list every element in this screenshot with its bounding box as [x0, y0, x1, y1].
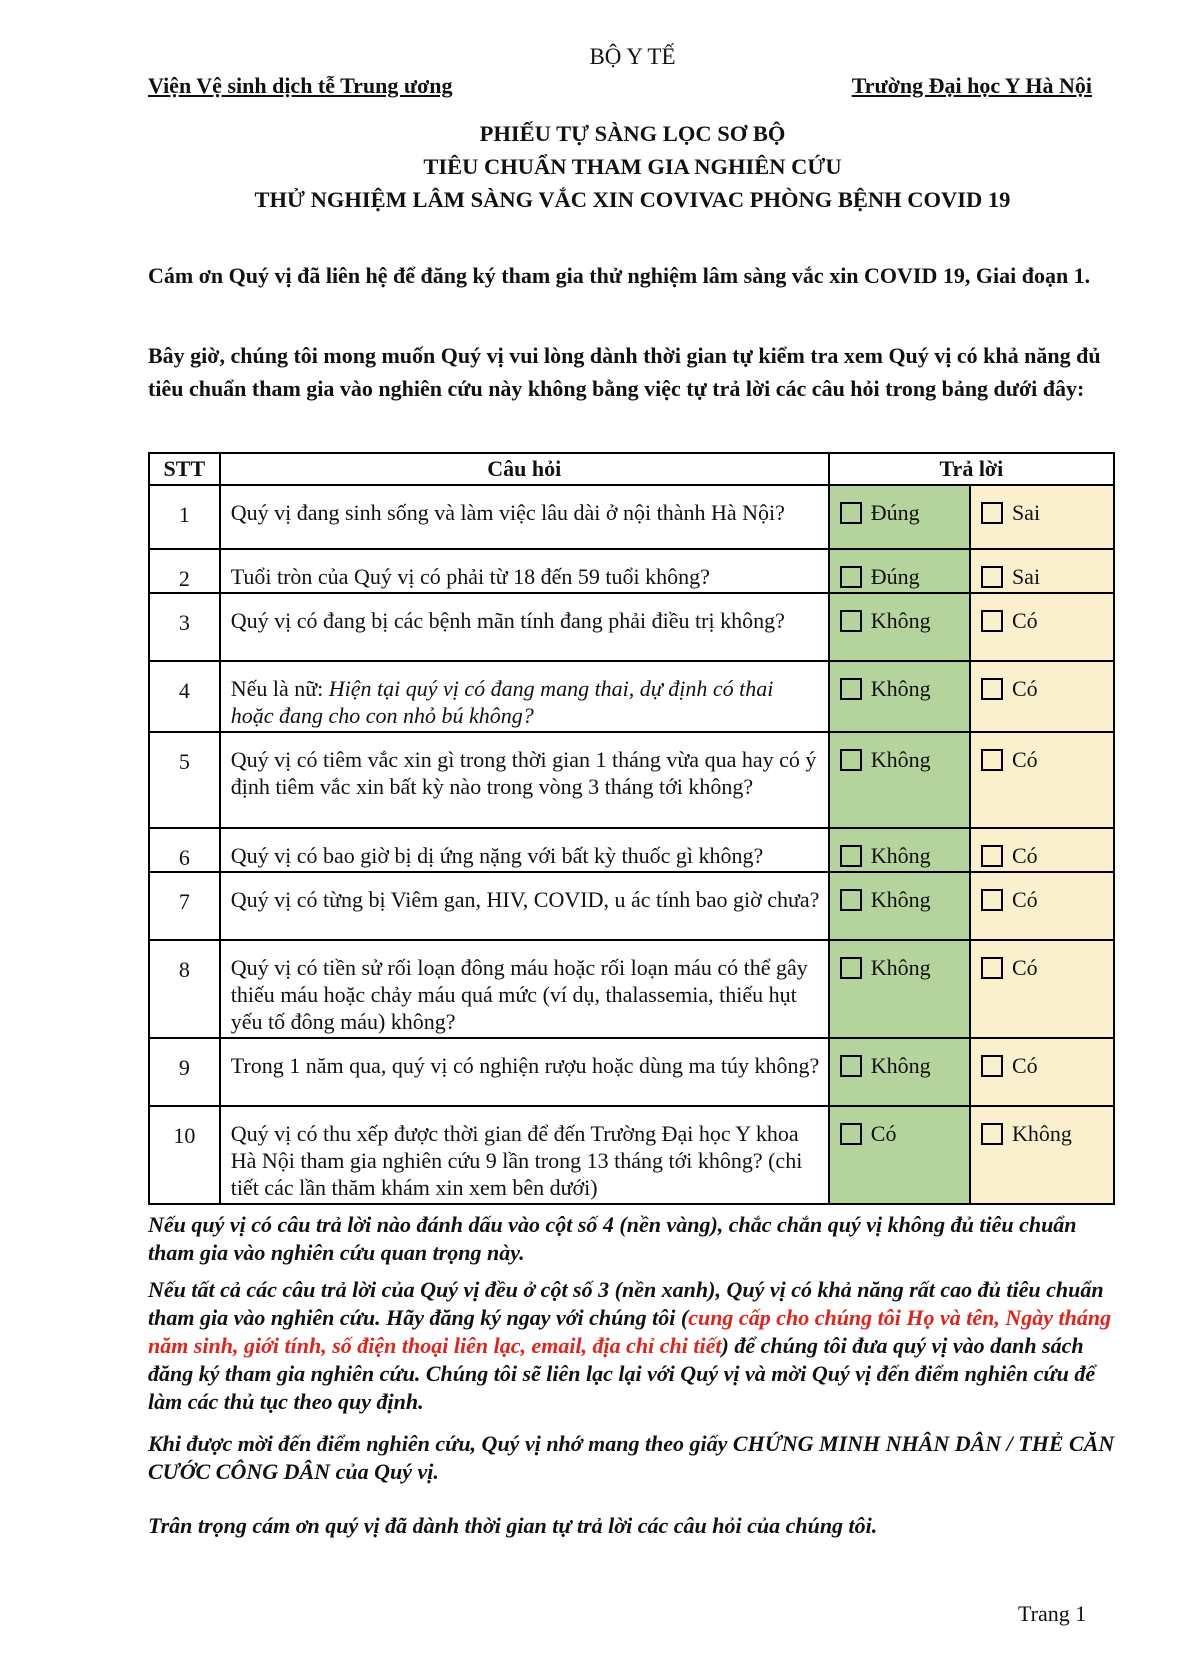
note-text: Nếu tất cả các câu trả lời của Quý vị đều ở cột số 3 (nền xanh), Quý vị có khả năng rất cao đủ tiêu chuẩn tham gia vào nghiên cứu. Hãy đăng ký ngay với chúng tôi ( — [148, 1277, 1104, 1330]
form-titles — [0, 117, 1200, 216]
row-question: Trong 1 năm qua, quý vị có nghiện rượu hoặc dùng ma túy không? — [220, 1038, 829, 1106]
option-label: Có — [1011, 747, 1038, 772]
row-number: 10 — [149, 1106, 220, 1204]
option-label: Có — [1011, 887, 1038, 912]
option-label: Không — [870, 608, 931, 633]
row-question: Quý vị có bao giờ bị dị ứng nặng với bất kỳ thuốc gì không? — [220, 828, 829, 872]
row-question: Quý vị có từng bị Viêm gan, HIV, COVID, u ác tính bao giờ chưa? — [220, 872, 829, 940]
answer-option-yellow[interactable] — [971, 486, 1113, 526]
screening-table — [148, 452, 1115, 1205]
option-label: Không — [870, 1053, 931, 1078]
row-number: 5 — [149, 732, 220, 828]
ministry-heading: BỘ Y TẾ — [589, 44, 676, 69]
table-row — [149, 828, 1114, 872]
option-label: Có — [1011, 955, 1038, 980]
row-number: 9 — [149, 1038, 220, 1106]
answer-option-green[interactable] — [830, 662, 969, 702]
checkbox-icon[interactable] — [840, 678, 862, 700]
checkbox-icon[interactable] — [840, 1123, 862, 1145]
checkbox-icon[interactable] — [840, 502, 862, 524]
title-line-2: TIÊU CHUẨN THAM GIA NGHIÊN CỨU — [423, 154, 842, 179]
table-row — [149, 661, 1114, 732]
option-label: Không — [870, 887, 931, 912]
note-text: ) để chúng tôi đưa quý vị vào danh sách đăng ký tham gia nghiên cứu. Chúng tôi sẽ liên lạc lại với Quý vị và mời Quý vị đến điểm nghiên cứu để làm các thủ tục theo quy định. — [148, 1333, 1096, 1414]
checkbox-icon[interactable] — [840, 610, 862, 632]
answer-option-yellow[interactable] — [971, 594, 1113, 634]
checkbox-icon[interactable] — [840, 566, 862, 588]
option-label: Có — [1011, 676, 1038, 701]
option-label: Đúng — [870, 500, 920, 525]
option-label: Có — [1011, 1053, 1038, 1078]
checkbox-icon[interactable] — [981, 678, 1003, 700]
intro-paragraph-1: Cám ơn Quý vị đã liên hệ để đăng ký tham gia thử nghiệm lâm sàng vắc xin COVID 19, Giai đoạn 1. — [148, 263, 1091, 288]
option-label: Sai — [1011, 564, 1041, 589]
note-thanks: Trân trọng cám ơn quý vị đã dành thời gian tự trả lời các câu hỏi của chúng tôi. — [148, 1513, 878, 1538]
answer-option-yellow[interactable] — [971, 1039, 1113, 1079]
option-label: Đúng — [870, 564, 920, 589]
row-number: 1 — [149, 485, 220, 549]
row-number: 7 — [149, 872, 220, 940]
row-number: 3 — [149, 593, 220, 661]
option-label: Không — [1011, 1121, 1072, 1146]
note-yellow-column: Nếu quý vị có câu trả lời nào đánh dấu vào cột số 4 (nền vàng), chắc chắn quý vị không đủ tiêu chuẩn tham gia vào nghiên cứu quan trọng này. — [148, 1212, 1077, 1265]
answer-option-green[interactable] — [830, 1039, 969, 1079]
row-number: 4 — [149, 661, 220, 732]
checkbox-icon[interactable] — [981, 502, 1003, 524]
table-row — [149, 1106, 1114, 1204]
answer-option-yellow[interactable] — [971, 941, 1113, 981]
checkbox-icon[interactable] — [981, 845, 1003, 867]
checkbox-icon[interactable] — [840, 1055, 862, 1077]
checkbox-icon[interactable] — [840, 845, 862, 867]
answer-option-yellow[interactable] — [971, 733, 1113, 773]
answer-option-green[interactable] — [830, 733, 969, 773]
question-prefix: Nếu là nữ: — [230, 676, 329, 701]
row-question: Quý vị có tiêm vắc xin gì trong thời gian 1 tháng vừa qua hay có ý định tiêm vắc xin bất kỳ nào trong vòng 3 tháng tới không? — [220, 732, 829, 828]
row-number: 8 — [149, 940, 220, 1038]
table-row — [149, 549, 1114, 593]
header-answer: Trả lời — [829, 453, 1114, 485]
question-italic: Hiện tại quý vị có đang mang thai, dự định có thai hoặc đang cho con nhỏ bú không? — [230, 676, 774, 728]
option-label: Có — [1011, 608, 1038, 633]
answer-option-green[interactable] — [830, 1107, 969, 1147]
checkbox-icon[interactable] — [981, 749, 1003, 771]
intro-paragraph-2: Bây giờ, chúng tôi mong muốn Quý vị vui lòng dành thời gian tự kiểm tra xem Quý vị có khả năng đủ tiêu chuẩn tham gia vào nghiên cứu này không bằng việc tự trả lời các câu hỏi trong bảng dưới đây: — [148, 343, 1101, 401]
option-label: Không — [870, 843, 931, 868]
note-required-info: cung cấp cho chúng tôi Họ và tên, Ngày tháng năm sinh, giới tính, số điện thoại liên lạc, email, địa chỉ chi tiết — [148, 1305, 1112, 1358]
row-question: Quý vị có tiền sử rối loạn đông máu hoặc rối loạn máu có thể gây thiếu máu hoặc chảy máu quá mức (ví dụ, thalassemia, thiếu hụt yếu tố đông máu) không? — [220, 940, 829, 1038]
checkbox-icon[interactable] — [840, 749, 862, 771]
answer-option-green[interactable] — [830, 594, 969, 634]
title-line-1: PHIẾU TỰ SÀNG LỌC SƠ BỘ — [479, 121, 786, 146]
answer-option-yellow[interactable] — [971, 662, 1113, 702]
option-label: Không — [870, 747, 931, 772]
checkbox-icon[interactable] — [981, 957, 1003, 979]
table-row — [149, 485, 1114, 549]
answer-option-yellow[interactable] — [971, 550, 1113, 590]
row-number: 2 — [149, 549, 220, 593]
checkbox-icon[interactable] — [981, 566, 1003, 588]
answer-option-yellow[interactable] — [971, 873, 1113, 913]
answer-option-green[interactable] — [830, 829, 969, 869]
checkbox-icon[interactable] — [981, 1055, 1003, 1077]
answer-option-yellow[interactable] — [971, 829, 1113, 869]
row-question: Quý vị có thu xếp được thời gian để đến Trường Đại học Y khoa Hà Nội tham gia nghiên cứu 9 lần trong 13 tháng tới không? (chi tiết các lần thăm khám xin xem bên dưới) — [220, 1106, 829, 1204]
answer-option-green[interactable] — [830, 486, 969, 526]
note-id-document: Khi được mời đến điểm nghiên cứu, Quý vị nhớ mang theo giấy CHỨNG MINH NHÂN DÂN / THẺ CĂN CƯỚC CÔNG DÂN của Quý vị. — [148, 1431, 1115, 1484]
page-number: Trang 1 — [1018, 1601, 1087, 1626]
table-row — [149, 1038, 1114, 1106]
table-header-row — [149, 453, 1114, 485]
row-question: Tuổi tròn của Quý vị có phải từ 18 đến 59 tuổi không? — [220, 549, 829, 593]
answer-option-green[interactable] — [830, 873, 969, 913]
checkbox-icon[interactable] — [840, 957, 862, 979]
row-question: Quý vị đang sinh sống và làm việc lâu dài ở nội thành Hà Nội? — [220, 485, 829, 549]
option-label: Không — [870, 676, 931, 701]
org-right: Trường Đại học Y Hà Nội — [851, 73, 1092, 98]
checkbox-icon[interactable] — [981, 610, 1003, 632]
option-label: Có — [1011, 843, 1038, 868]
table-row — [149, 872, 1114, 940]
checkbox-icon[interactable] — [981, 1123, 1003, 1145]
checkbox-icon[interactable] — [981, 889, 1003, 911]
table-row — [149, 940, 1114, 1038]
header-question: Câu hỏi — [220, 453, 829, 485]
answer-option-yellow[interactable] — [971, 1107, 1113, 1147]
table-row — [149, 732, 1114, 828]
option-label: Sai — [1011, 500, 1041, 525]
checkbox-icon[interactable] — [840, 889, 862, 911]
answer-option-green[interactable] — [830, 941, 969, 981]
answer-option-green[interactable] — [830, 550, 969, 590]
row-question — [220, 661, 829, 732]
org-left: Viện Vệ sinh dịch tễ Trung ương — [148, 73, 453, 98]
row-question: Quý vị có đang bị các bệnh mãn tính đang phải điều trị không? — [220, 593, 829, 661]
row-number: 6 — [149, 828, 220, 872]
option-label: Không — [870, 955, 931, 980]
note-green-column — [148, 1276, 1118, 1416]
table-row — [149, 593, 1114, 661]
title-line-3: THỬ NGHIỆM LÂM SÀNG VẮC XIN COVIVAC PHÒNG BỆNH COVID 19 — [254, 187, 1011, 212]
header-stt: STT — [149, 453, 220, 485]
option-label: Có — [870, 1121, 897, 1146]
